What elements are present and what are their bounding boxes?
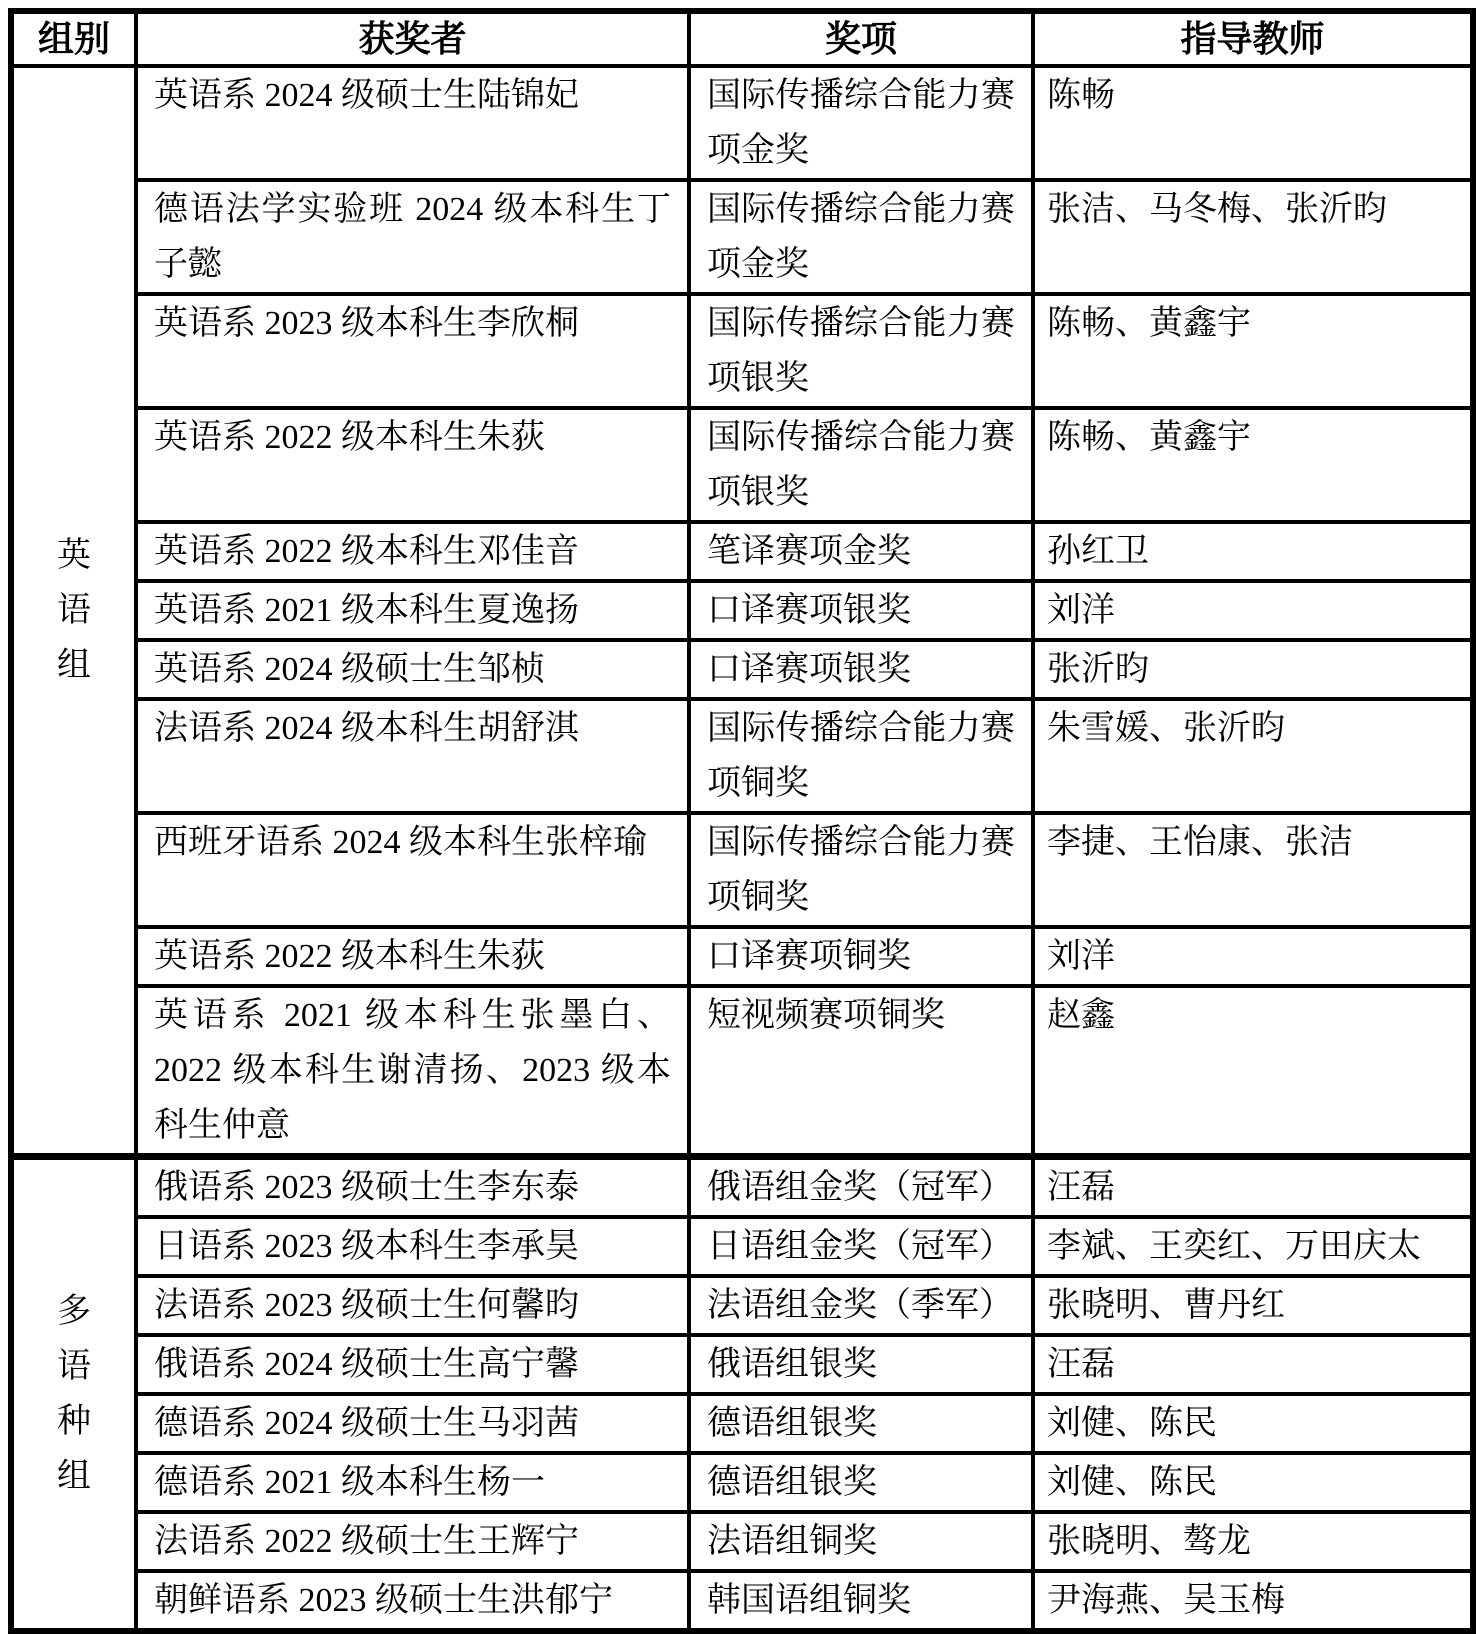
award-cell: 口译赛项银奖: [689, 640, 1033, 699]
group-label-char: 英: [57, 536, 91, 574]
header-winner: 获奖者: [136, 11, 689, 66]
winner-cell: 俄语系 2023 级硕士生李东泰: [136, 1157, 689, 1218]
table-row: [11, 927, 1473, 986]
group-label-char: 种: [57, 1402, 91, 1440]
award-cell: 法语组金奖（季军）: [689, 1276, 1033, 1335]
table-row: [11, 1394, 1473, 1453]
group-label-char: 组: [57, 646, 91, 684]
group-label-multilingual: [11, 1157, 136, 1632]
award-cell: 国际传播综合能力赛项银奖: [689, 408, 1033, 522]
winner-cell: 法语系 2022 级硕士生王辉宁: [136, 1512, 689, 1571]
teachers-cell: 刘健、陈民: [1033, 1453, 1473, 1512]
award-cell: 国际传播综合能力赛项金奖: [689, 180, 1033, 294]
award-cell: 法语组铜奖: [689, 1512, 1033, 1571]
table-row: [11, 1276, 1473, 1335]
group-label-char: 语: [57, 591, 91, 629]
award-cell: 国际传播综合能力赛项铜奖: [689, 813, 1033, 927]
winner-cell: 德语系 2024 级硕士生马羽茜: [136, 1394, 689, 1453]
winner-cell: 俄语系 2024 级硕士生高宁馨: [136, 1335, 689, 1394]
winner-cell: 英语系 2022 级本科生朱荻: [136, 927, 689, 986]
award-cell: 国际传播综合能力赛项银奖: [689, 294, 1033, 408]
teachers-cell: 朱雪媛、张沂昀: [1033, 699, 1473, 813]
teachers-cell: 刘洋: [1033, 927, 1473, 986]
table-row: [11, 1571, 1473, 1631]
vertical-group-label: [14, 1292, 134, 1495]
header-group: 组别: [11, 11, 136, 66]
winner-cell: 朝鲜语系 2023 级硕士生洪郁宁: [136, 1571, 689, 1631]
teachers-cell: 陈畅、黄鑫宇: [1033, 294, 1473, 408]
table-row: [11, 1512, 1473, 1571]
table-row: [11, 986, 1473, 1157]
winner-cell: 英语系 2024 级硕士生邹桢: [136, 640, 689, 699]
award-cell: 俄语组银奖: [689, 1335, 1033, 1394]
group-label-english: [11, 66, 136, 1157]
table-row: [11, 1453, 1473, 1512]
teachers-cell: 孙红卫: [1033, 522, 1473, 581]
table-row: [11, 180, 1473, 294]
teachers-cell: 刘洋: [1033, 581, 1473, 640]
award-cell: 德语组银奖: [689, 1394, 1033, 1453]
winner-cell: 英语系 2021 级本科生张墨白、2022 级本科生谢清扬、2023 级本科生仲意: [136, 986, 689, 1157]
winner-cell: 法语系 2023 级硕士生何馨昀: [136, 1276, 689, 1335]
winner-cell: 英语系 2022 级本科生朱荻: [136, 408, 689, 522]
vertical-group-label: [14, 536, 134, 684]
winner-cell: 西班牙语系 2024 级本科生张梓瑜: [136, 813, 689, 927]
teachers-cell: 汪磊: [1033, 1157, 1473, 1218]
group-label-char: 语: [57, 1347, 91, 1385]
teachers-cell: 张沂昀: [1033, 640, 1473, 699]
teachers-cell: 尹海燕、吴玉梅: [1033, 1571, 1473, 1631]
teachers-cell: 张洁、马冬梅、张沂昀: [1033, 180, 1473, 294]
winner-cell: 日语系 2023 级本科生李承昊: [136, 1217, 689, 1276]
teachers-cell: 李捷、王怡康、张洁: [1033, 813, 1473, 927]
award-cell: 德语组银奖: [689, 1453, 1033, 1512]
table-row: [11, 66, 1473, 180]
teachers-cell: 刘健、陈民: [1033, 1394, 1473, 1453]
award-cell: 笔译赛项金奖: [689, 522, 1033, 581]
teachers-cell: 赵鑫: [1033, 986, 1473, 1157]
award-cell: 韩国语组铜奖: [689, 1571, 1033, 1631]
award-cell: 国际传播综合能力赛项金奖: [689, 66, 1033, 180]
table-row: [11, 581, 1473, 640]
table-row: [11, 1157, 1473, 1218]
winner-cell: 英语系 2022 级本科生邓佳音: [136, 522, 689, 581]
teachers-cell: 陈畅: [1033, 66, 1473, 180]
winner-cell: 英语系 2023 级本科生李欣桐: [136, 294, 689, 408]
teachers-cell: 张晓明、曹丹红: [1033, 1276, 1473, 1335]
table-row: [11, 640, 1473, 699]
winner-cell: 法语系 2024 级本科生胡舒淇: [136, 699, 689, 813]
group-label-char: 组: [57, 1457, 91, 1495]
winner-cell: 德语法学实验班 2024 级本科生丁子懿: [136, 180, 689, 294]
table-row: [11, 699, 1473, 813]
group-label-char: 多: [57, 1292, 91, 1330]
header-teacher: 指导教师: [1033, 11, 1473, 66]
header-award: 奖项: [689, 11, 1033, 66]
awards-table: [8, 8, 1476, 1634]
award-cell: 口译赛项铜奖: [689, 927, 1033, 986]
winner-cell: 德语系 2021 级本科生杨一: [136, 1453, 689, 1512]
header-row: [11, 11, 1473, 66]
award-cell: 俄语组金奖（冠军）: [689, 1157, 1033, 1218]
table-row: [11, 1335, 1473, 1394]
winner-cell: 英语系 2021 级本科生夏逸扬: [136, 581, 689, 640]
teachers-cell: 李斌、王奕红、万田庆太: [1033, 1217, 1473, 1276]
table-row: [11, 522, 1473, 581]
table-row: [11, 408, 1473, 522]
teachers-cell: 汪磊: [1033, 1335, 1473, 1394]
award-cell: 国际传播综合能力赛项铜奖: [689, 699, 1033, 813]
award-cell: 日语组金奖（冠军）: [689, 1217, 1033, 1276]
table-row: [11, 1217, 1473, 1276]
award-cell: 短视频赛项铜奖: [689, 986, 1033, 1157]
teachers-cell: 陈畅、黄鑫宇: [1033, 408, 1473, 522]
winner-cell: 英语系 2024 级硕士生陆锦妃: [136, 66, 689, 180]
teachers-cell: 张晓明、骜龙: [1033, 1512, 1473, 1571]
award-cell: 口译赛项银奖: [689, 581, 1033, 640]
table-row: [11, 813, 1473, 927]
table-row: [11, 294, 1473, 408]
